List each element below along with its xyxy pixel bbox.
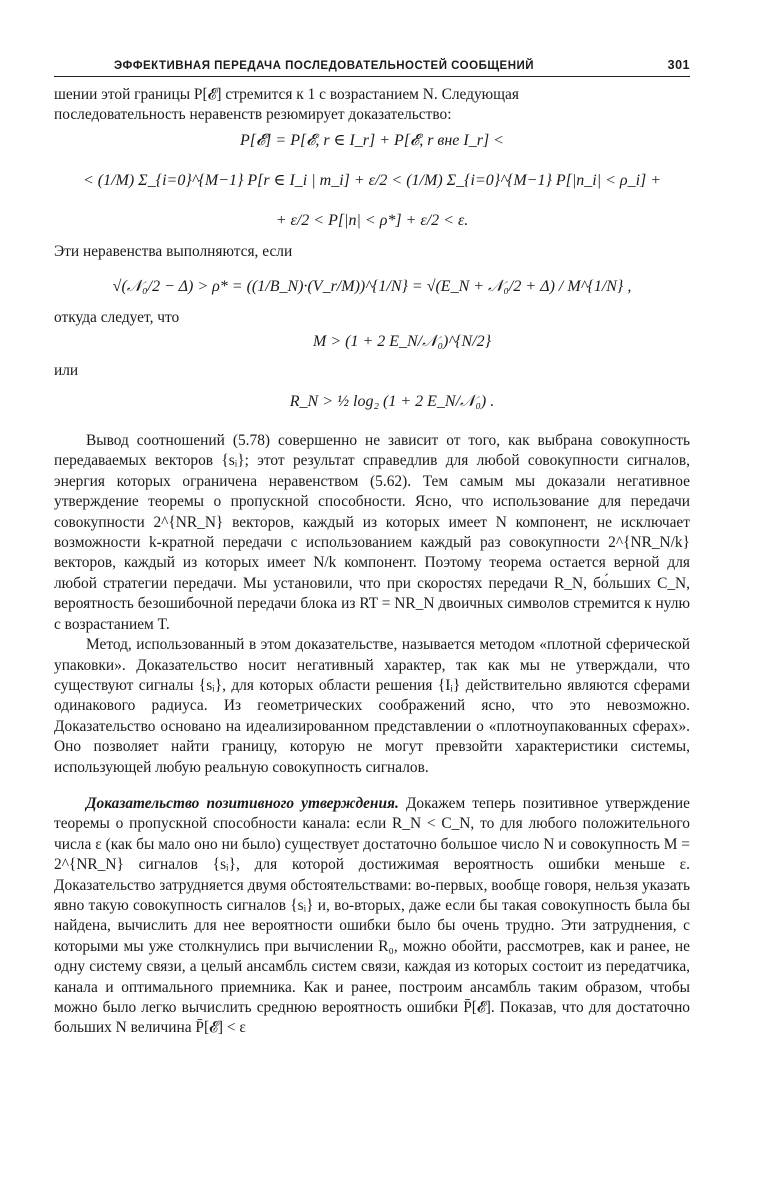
- equation-6: R_N > ½ log₂ (1 + 2 E_N/𝒩₀) .: [289, 393, 495, 411]
- equation-5: M > (1 + 2 E_N/𝒩₀)^{N/2}: [312, 332, 492, 350]
- section-heading: Доказательство позитивного утверждения.: [86, 794, 399, 812]
- paragraph-1: Вывод соотношений (5.78) совершенно не зависит от того, как выбрана совокупность передаваемых векторов {sᵢ}; этот результат справедлив для любой совокупности сигналов, энергия которых ограничена неравенством (5.62). Тем самым мы доказали негативное утверждение теоремы о пропускной способности. Ясно, что использование для передачи совокупности 2^{NR_N} векторов, каждый из которых имеет N компонент, не исключает возможности k-кратной передачи с использованием каждый раз совокупности 2^{NR_N/k} векторов, каждый из которых имеет N/k компонент. Поэтому теорема остается верной для любой стратегии передачи. Мы установили, что при скоростях передачи R_N, бо́льших C_N, вероятность безошибочной передачи блока из RT = NR_N двоичных символов стремится к нулю с возрастанием T.: [54, 432, 690, 633]
- condition-intro: Эти неравенства выполняются, если: [54, 242, 293, 260]
- book-page: [54, 58, 690, 1039]
- running-title: ЭФФЕКТИВНАЯ ПЕРЕДАЧА ПОСЛЕДОВАТЕЛЬНОСТЕЙ СООБЩЕНИЙ: [114, 60, 535, 72]
- follows-text: откуда следует, что: [54, 309, 180, 327]
- paragraph-2: Метод, использованный в этом доказательстве, называется методом «плотной сферической упаковки». Доказательство носит негативный характер, так как мы не утверждали, что существуют сигналы {sᵢ}, для которых области решения {Iᵢ} действительно являются сферами одинакового радиуса. Из геометрических соображений ясно, что это невозможно. Доказательство основано на идеализированном представлении о «плотноупакованных сферах». Оно позволяет найти границу, которую не могут превзойти характеристики системы, использующей любую реальную совокупность сигналов.: [54, 636, 690, 776]
- equation-2: < (1/M) Σ_{i=0}^{M−1} P[r ∈ I_i | m_i] + ε/2 < (1/M) Σ_{i=0}^{M−1} P[|n_i| < ρ_i] +: [82, 171, 662, 189]
- equation-3: + ε/2 < P[|n| < ρ*] + ε/2 < ε.: [275, 211, 469, 229]
- paragraph-3: [54, 794, 690, 1039]
- paragraph-3-text: Докажем теперь позитивное утверждение теоремы о пропускной способности канала: если R_N < C_N, то для любого положительного числа ε (как бы мало оно ни было) существует достаточно большое число N и совокупность M = 2^{NR_N} сигналов {sᵢ}, для которой достижимая вероятность ошибки меньше ε. Доказательство затрудняется двумя обстоятельствами: во-первых, вообще говоря, нельзя указать явно такую совокупность сигналов {sᵢ} и, во-вторых, даже если бы такая совокупность была бы найдена, вычислить для нее вероятности ошибки было бы очень трудно. Эти затруднения, с которыми мы уже столкнулись при вычислении R₀, можно обойти, рассмотрев, как и ранее, не одну систему связи, а целый ансамбль систем связи, каждая из которых состоит из передатчика, канала и оптимального приемника. Как и ранее, построим ансамбль таким образом, чтобы можно было легко вычислить среднюю вероятность ошибки P̄[𝓔]. Показав, что для достаточно больших N величина P̄[𝓔] < ε: [54, 794, 690, 1037]
- intro-line-2: последовательность неравенств резюмирует доказательство:: [54, 106, 452, 124]
- page-number: 301: [667, 58, 690, 72]
- or-text: или: [54, 361, 79, 379]
- running-header: [54, 58, 690, 77]
- equation-1: P[𝓔] = P[𝓔, r ∈ I_r] + P[𝓔, r вне I_r] <: [240, 131, 504, 149]
- equation-4: √(𝒩₀/2 − Δ) > ρ* = ((1/B_N)·(V_r/M))^{1/N} = √(E_N + 𝒩₀/2 + Δ) / M^{1/N} ,: [112, 278, 632, 296]
- intro-line-1: шении этой границы P[𝓔] стремится к 1 с возрастанием N. Следующая: [54, 86, 519, 103]
